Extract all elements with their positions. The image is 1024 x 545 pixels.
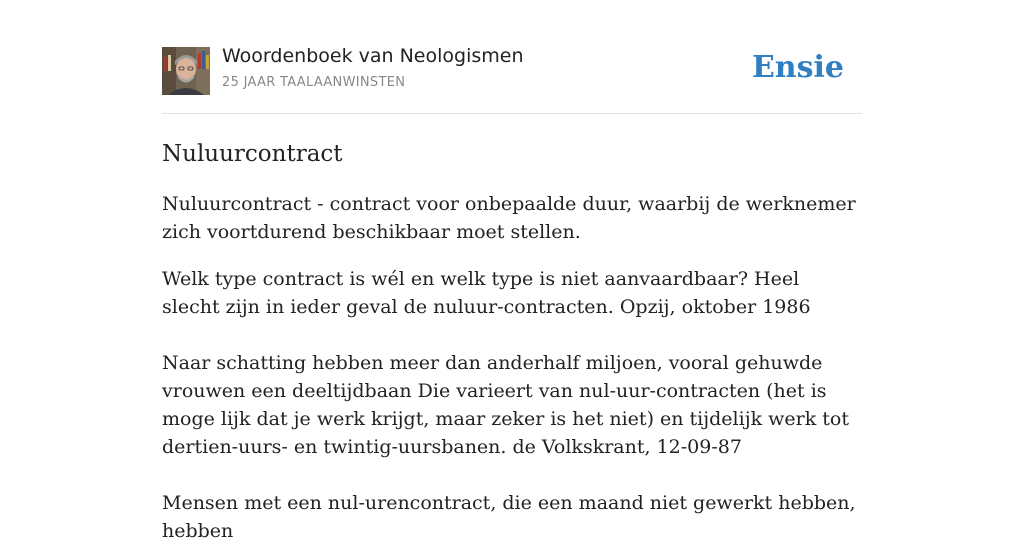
entry-quote-2: Naar schatting hebben meer dan anderhalf miljoen, vooral gehuwde vrouwen een deeltijdbaan Die varieert van nul-uur-contracten (het is moge lijk dat je werk krijgt, maar zeker is het niet) en tijdelijk werk tot dertien-uurs- en twintig-uursbanen. de Volkskrant, 12-09-87 [162,352,849,458]
brand-logo[interactable]: Ensie [751,50,844,85]
entry-title: Nuluurcontract [162,141,343,167]
author-portrait-icon [162,47,210,95]
content-container [162,0,862,545]
site-subtitle: 25 JAAR TAALAANWINSTEN [222,75,406,90]
site-title[interactable]: Woordenboek van Neologismen [222,45,524,67]
entry-quote-3: Mensen met een nul-urencontract, die een maand niet gewerkt hebben, hebben [162,492,856,542]
entry-quote-1: Welk type contract is wél en welk type is niet aanvaardbaar? Heel slecht zijn in ieder geval de nuluur-contracten. Opzij, oktober 1986 [162,268,811,318]
avatar[interactable] [162,47,210,95]
entry-definition: Nuluurcontract - contract voor onbepaalde duur, waarbij de werknemer zich voortdurend beschikbaar moet stellen. [162,193,856,243]
site-header [162,0,862,114]
